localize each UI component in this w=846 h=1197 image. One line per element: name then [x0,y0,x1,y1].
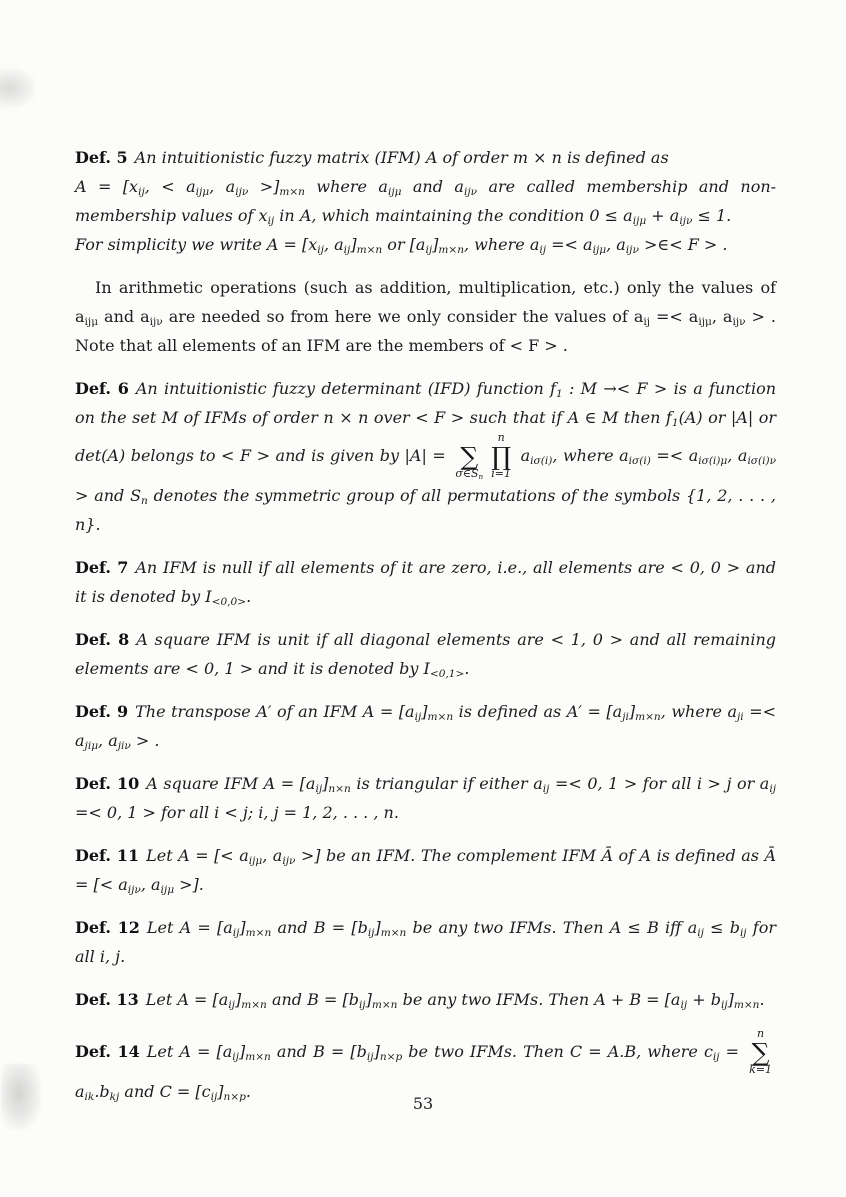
definition-label: Def. 11 [75,846,140,866]
text-run: Let $A = [a_{ij}]_{m\times n}$ and $B = [b_{ij}]_{m\times n}$ be any two IFMs. Then $A + B = [a_{ij} + b_{ij}]_{m\times n}$. [145,990,765,1011]
def-6 [75,374,776,539]
definition-label: Def. 13 [75,990,139,1010]
definition-label: Def. 8 [75,630,130,650]
summation-operator: n ∑ k=1 [749,1027,773,1077]
definition-label: Def. 9 [75,702,129,722]
text-run: Let $A = [a_{ij}]_{m\times n}$ and $B = [b_{ij}]_{m\times n}$ be any two IFMs. Then A ≤ B iff $a_{ij} \le b_{ij}$ for all i, j. [75,918,776,967]
text-run: The transpose A′ of an IFM $A = [a_{ij}]_{m\times n}$ is defined as $A' = [a_{ji}]_{m\times n}$, where $a_{ji} =< a_{ji\mu}$, $a_{ji\nu}$ > . [75,702,777,752]
definition-label: Def. 5 [75,148,128,167]
def-12 [75,913,776,971]
text-run: For simplicity we write $A = [x_{ij}$, $a_{ij}]_{m\times n}$ or $[a_{ij}]_{m\times n}$, where $a_{ij} =< a_{ij\mu}$, $a_{ij\nu}$ >∈< F > . [75,235,728,256]
intro-paragraph [75,273,776,360]
page-number: 53 [412,1094,434,1113]
text-run: In arithmetic operations (such as addition, multiplication, etc.) only the values of $a_{ij\mu}$ and $a_{ij\nu}$ are needed so from here we only consider the values of $a_{ij} =< a_{ij\mu}$, $a_{ij\nu}$ > . Note that all elements of an IFM are the members of < F > . [75,278,776,355]
definition-label: Def. 10 [75,774,140,794]
def-11 [75,841,776,899]
content [75,143,776,1120]
text-run: An intuitionistic fuzzy matrix (IFM) A of order m × n is defined as [134,148,669,167]
def-13 [75,985,776,1014]
text-run: $a_{ik}.b_{kj}$ and $C = [c_{ij}]_{n\times p}$. [75,1082,251,1104]
definition-label: Def. 6 [75,379,129,398]
definition-label: Def. 12 [75,918,140,938]
text-run: $A = [x_{ij}$, < $a_{ij\mu}$, $a_{ij\nu} >]_{m\times n}$ where $a_{ij\mu}$ and $a_{ij\nu}$ are called membership and non-membership values of $x_{ij}$ in A, which maintaining the condition $0 \le a_{ij\mu} + a_{ij\nu} \le 1$. [75,177,777,227]
text-run: Let A = [< $a_{ij\mu}$, $a_{ij\nu}$ >] be an IFM. The complement IFM Ā of A is defined as Ā = [< $a_{ij\nu}$, $a_{ij\mu}$ >]. [75,846,777,896]
def-5 [75,143,776,259]
product-operator: n ∏ i=1 [491,431,512,481]
text-run: An intuitionistic fuzzy determinant (IFD) function $f_1$ : M →< F > is a function on the set M of IFMs of order n × n over < F > such that if A ∈ M then $f_1(A)$ or |A| or det(A) belongs to < F > and is given by |A| = [75,379,777,466]
definition-label: Def. 7 [75,558,129,578]
scan-smudge-top [0,68,36,108]
text-run: Let $A = [a_{ij}]_{m\times n}$ and $B = [b_{ij}]_{n\times p}$ be two IFMs. Then C = A.B, where $c_{ij}$ = [146,1042,746,1063]
def-9 [75,697,776,755]
text-run: A square IFM $A = [a_{ij}]_{n\times n}$ is triangular if either $a_{ij} =< 0$, 1 > for all i > j or $a_{ij} =< 0$, 1 > for all i < j; i, j = 1, 2, . . . , n. [75,774,776,823]
text-run: An IFM is null if all elements of it are zero, i.e., all elements are < 0, 0 > and it is denoted by $I_{<0,0>}$. [75,558,777,608]
definition-label: Def. 14 [75,1042,140,1062]
def-8 [75,625,776,683]
def-10 [75,769,776,827]
text-run: $a_{i\sigma(i)}$, where $a_{i\sigma(i)} =< a_{i\sigma(i)\mu}$, $a_{i\sigma(i)\nu}$ > and $S_n$ denotes the symmetric group of all permutations of the symbols {1, 2, . . . , n}. [75,446,777,535]
summation-operator: ∑ $\sigma\in S_n$ [455,441,484,482]
def-7 [75,553,776,611]
text-run: A square IFM is unit if all diagonal elements are < 1, 0 > and all remaining elements are < 0, 1 > and it is denoted by $I_{<0,1>}$. [75,630,776,680]
